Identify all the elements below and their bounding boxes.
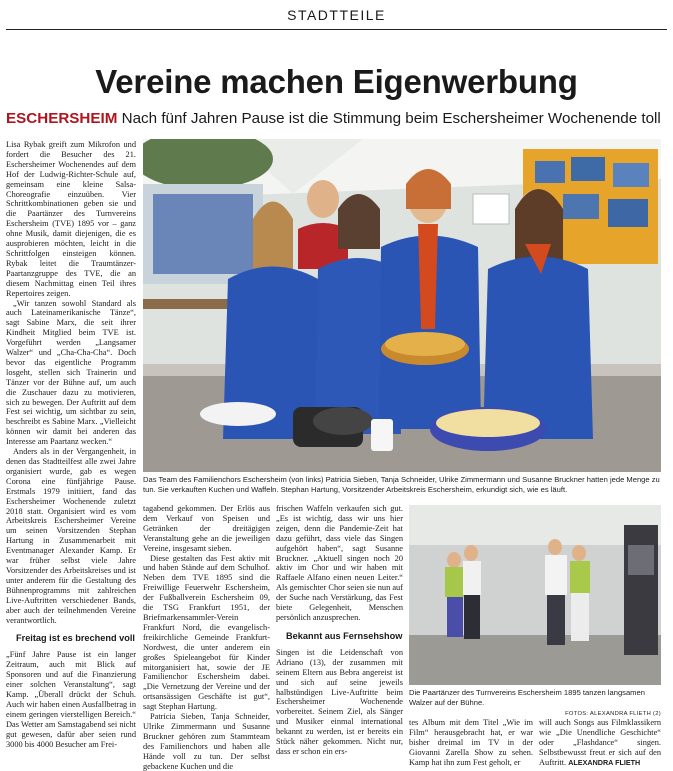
col1-paragraph: „Wir tanzen sowohl Standard als auch Lateinamerikanische Tänze“, sagt Sabine Marx, die seit ihrer Kindheit Mitglied beim TVE ist. Vorgeführt werden „Langsamer Walzer“ und „Cha-Cha-Cha“. Doch bevor das eigentliche Programm losgeht, stellen sich Trainerin und Tänzer vor der Bühne auf, um auch die Zuschauer dazu zu motivieren, sich zu bewegen. Der Auftritt auf dem Fest sei wichtig, um sichtbar zu sein, beschreibt es Sabine Marx. „Vielleicht können wir damit bei anderen das Interesse am Paartanz wecken.“ (6, 298, 136, 447)
dancers-photo-caption (409, 688, 661, 719)
col2-paragraph: Diese gestalten das Fest aktiv mit und haben Stände auf dem Schulhof. Neben dem TVE 1895 sind die Freiwillige Feuerwehr Eschersheim, der Fußballverein Eschersheim 09, die TSG Frankfurt 1951, der Briefmarkensammler-Verein Frankfurt Nord, die evangelisch-freikirchliche Gemeinde Frankfurt-Nordwest, die unter anderem ein großes Spieleangebot für Kinder mitorganisiert hat, sowie der JE Familienchor Eschersheim dabei. „Die Vernetzung der Vereine und der ortsansässigen Geschäfte ist gut“, sagt Stephan Hartung. (143, 553, 270, 712)
dancers-caption-text: Die Paartänzer des Turnvereins Eschersheim 1895 tanzen langsamen Walzer auf der Bühne. (409, 688, 645, 707)
col5-text: will auch Songs aus Filmklassikern wie „Die Unendliche Geschichte“ oder „Flashdance“ singen. Selbstbewusst freut er sich auf den Auftritt. (539, 718, 661, 767)
photo-credit: FOTOS: ALEXANDRA FLIETH (2) (565, 710, 661, 717)
author-name: ALEXANDRA FLIETH (568, 757, 641, 767)
article-column-4: tes Album mit dem Titel „Wie im Film“ herausgebracht hat, er war bisher dreimal im TV in der Giovanni Zarella Show zu sehen. Kamp hat ihn zum Fest geholt, er (409, 718, 533, 767)
subheading-friday: Freitag ist es brechend voll (16, 633, 135, 644)
col1-paragraph: „Fünf Jahre Pause ist ein langer Zeitraum, auch mit Blick auf Sponsoren und auf die Finanzierung einer solchen Veranstaltung“, sagt Kamp. „Überall drückt der Schuh. Auch wir haben einen Ausfallbetrag in einem geringen vierstelligen Bereich.“ Das Wetter am Samstagabend sei nicht gut gewesen, dafür aber seien rund 3000 bis 4000 Besucher am Frei- (6, 650, 136, 749)
dancers-photo-illustration (409, 505, 661, 685)
article-column-1 (6, 140, 136, 764)
team-photo-caption: Das Team des Familienchors Eschersheim (von links) Patricia Sieben, Tanja Schneider, Ulrike Zimmermann und Susanne Bruckner hatten jede Menge zu tun. Sie verkauften Kuchen und Waffeln. Stephan Hartung, Vorsitzender Arbeitskreis Eschersheim, erkundigt sich, wie es läuft. (143, 475, 660, 494)
col3-paragraph: Singen ist die Leidenschaft von Adriano (13), der zusammen mit seinem Eltern aus Bebra angereist ist und sich auf seine jeweils halbstündigen Live-Auftritte beim Eschersheimer Wochenende vorbereitet. Seinem Ziel, als Sänger und Musiker einmal international bekannt zu werden, ist er bereits ein Stück näher gekommen. Nicht nur, dass er schon ein ers- (276, 647, 403, 756)
subheading-fernsehshow: Bekannt aus Fernsehshow (286, 630, 403, 641)
col3-paragraph: frischen Waffeln verkaufen sich gut. „Es ist wichtig, dass wir uns hier zeigen, denn die Pandemie-Zeit hat dazu geführt, dass viele das Singen aufgehört haben“, sagt Susanne Bruckner. „Aktuell singen noch 20 aktiv im Chor und wir haben mit Raffaele Alfano einen neuen Leiter.“ Als gemischter Chor seien sie nun auf der Suche nach Verstärkung, das Fest biete Gelegenheit, Menschen persönlich anzusprechen. (276, 504, 403, 622)
team-photo-illustration (143, 139, 661, 472)
team-photo (143, 139, 661, 472)
dancers-photo (409, 505, 661, 685)
col1-paragraph: Anders als in der Vergangenheit, in denen das Stadtteilfest alle zwei Jahre organisiert wurde, gab es wegen Corona eine fünfjährige Pause. Erstmals 1979 initiiert, fand das Eschersheimer Wochenende zuletzt 2018 statt. Organisiert wird es vom Arbeitskreis Eschersheimer Vereine um seinen Vorsitzenden Stephan Hartung in Zusammenarbeit mit Eventmanager Alexander Kamp. Er war früher selbst viele Jahre Vorsitzender des Arbeitskreises und ist unter anderem für die Gestaltung des Bühnenprogramms mit zahlreichen Live-Auftritten verschiedener Bands, aber auch der teilnehmenden Vereine verantwortlich. (6, 447, 136, 625)
subline-text: Nach fünf Jahren Pause ist die Stimmung beim Eschersheimer Wochenende toll (121, 110, 661, 127)
col2-paragraph: Patricia Sieben, Tanja Schneider, Ulrike Zimmermann und Susanne Bruckner gehören zum Stammteam des Familienchors und haben alle Hände voll zu tun. Der selbst gebackene Kuchen und die (143, 712, 270, 771)
headline: Vereine machen Eigenwerbung (95, 63, 578, 100)
article-column-3 (276, 504, 403, 766)
ressort-label: STADTTEILE (287, 7, 386, 23)
article-column-5 (539, 718, 661, 768)
article-column-2 (143, 504, 270, 771)
col2-paragraph: tagabend gekommen. Der Erlös aus dem Verkauf von Speisen und Getränken der dreitägigen Veranstaltung gehe an die jeweiligen Vereine, insgesamt sieben. (143, 504, 270, 553)
subline (6, 108, 669, 130)
col1-paragraph: Lisa Rybak greift zum Mikrofon und fordert die Besucher des 21. Eschersheimer Wochenendes auf dem Hof der Ludwig-Richter-Schule auf, gemeinsam eine kleine Salsa-Choreografie einzuüben. Vier Schrittkombinationen geben sie und die Paartänzer des Turnvereins Eschersheim (TVE) 1895 vor – ganz ohne Musik, damit diejenigen, die es ausprobieren möchten, leicht in die Schrittfolgen einsteigen können. Rybak leitet die Traumtänzer-Paartanzgruppe des TVE, die an diesem Nachmittag einen Teil ihres Repertoires zeigen. (6, 140, 136, 298)
location-label: ESCHERSHEIM (6, 110, 118, 127)
ressort-divider (6, 29, 667, 30)
